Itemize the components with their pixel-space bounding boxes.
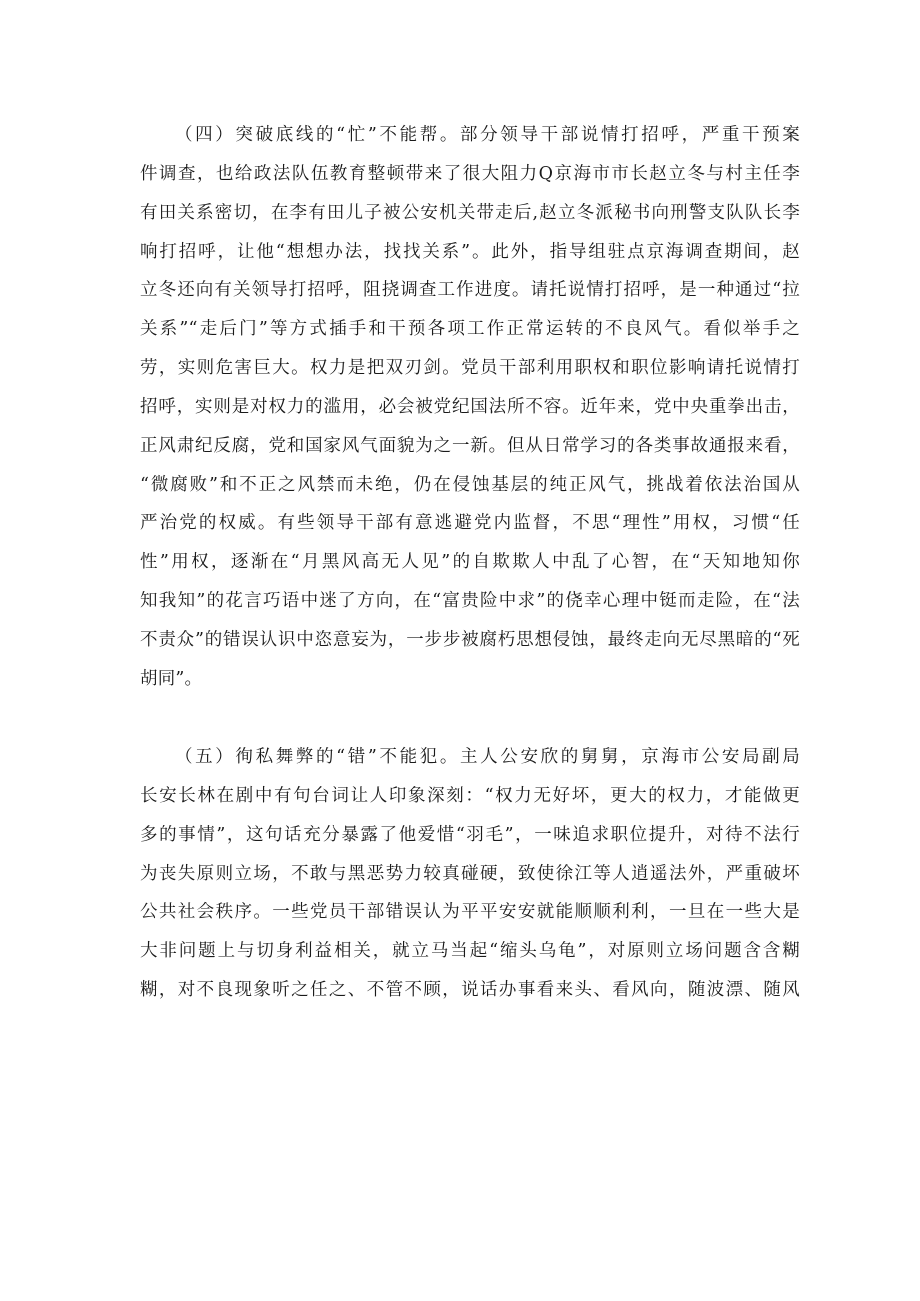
paragraph-line: （五）徇私舞弊的“错”不能犯。主人公安欣的舅舅，京海市公安局副局 [175,747,800,767]
paragraph-line: 招呼，实则是对权力的滥用，必会被党纪国法所不容。近年来，党中央重拳出击， [140,396,800,417]
paragraph-line: 正风肃纪反腐，党和国家风气面貌为之一新。但从日常学习的各类事故通报来看， [140,435,800,456]
paragraph-line: “微腐败”和不正之风禁而未绝，仍在侵蚀基层的纯正风气，挑战着依法治国从 [140,474,800,495]
paragraph-line: 性”用权，逐渐在“月黑风高无人见”的自欺欺人中乱了心智，在“天知地知你 [140,552,800,573]
paragraph-line: 糊，对不良现象听之任之、不管不顾，说话办事看来头、看风向，随波漂、随风 [140,980,800,1001]
paragraph-line: 长安长林在剧中有句台词让人印象深刻：“权力无好坏，更大的权力，才能做更 [140,785,800,806]
paragraph-line: 胡同”。 [140,668,203,689]
paragraph-line: 关系”“走后门”等方式插手和干预各项工作正常运转的不良风气。看似举手之 [140,319,800,340]
paragraph-line: 有田关系密切，在李有田儿子被公安机关带走后,赵立冬派秘书向刑警支队队长李 [140,202,800,223]
paragraph-line: （四）突破底线的“忙”不能帮。部分领导干部说情打招呼，严重干预案 [175,125,800,145]
paragraph-line: 立冬还向有关领导打招呼，阻挠调查工作进度。请托说情打招呼，是一种通过“拉 [140,280,800,301]
paragraph-line: 公共社会秩序。一些党员干部错误认为平平安安就能顺顺利利，一旦在一些大是 [140,902,800,923]
paragraph-section-5 [140,738,800,1010]
paragraph-line: 严治党的权威。有些领导干部有意逃避党内监督，不思“理性”用权，习惯“任 [140,513,800,534]
paragraph-line: 大非问题上与切身利益相关，就立马当起“缩头乌龟”，对原则立场问题含含糊 [140,941,800,962]
paragraph-line: 响打招呼，让他“想想办法，找找关系”。此外，指导组驻点京海调查期间，赵 [140,241,800,262]
paragraph-section-4 [140,116,800,699]
paragraph-line: 不责众”的错误认识中恣意妄为，一步步被腐朽思想侵蚀，最终走向无尽黑暗的“死 [140,629,800,650]
paragraph-line: 知我知”的花言巧语中迷了方向，在“富贵险中求”的侥幸心理中铤而走险，在“法 [140,591,800,612]
paragraph-line: 多的事情”，这句话充分暴露了他爱惜“羽毛”，一味追求职位提升，对待不法行 [140,824,800,845]
paragraph-line: 劳，实则危害巨大。权力是把双刃剑。党员干部利用职权和职位影响请托说情打 [140,358,800,379]
paragraph-line: 为丧失原则立场，不敢与黑恶势力较真碰硬，致使徐江等人逍遥法外，严重破坏 [140,863,800,884]
paragraph-line: 件调查，也给政法队伍教育整顿带来了很大阻力Q京海市市长赵立冬与村主任李 [140,163,800,184]
